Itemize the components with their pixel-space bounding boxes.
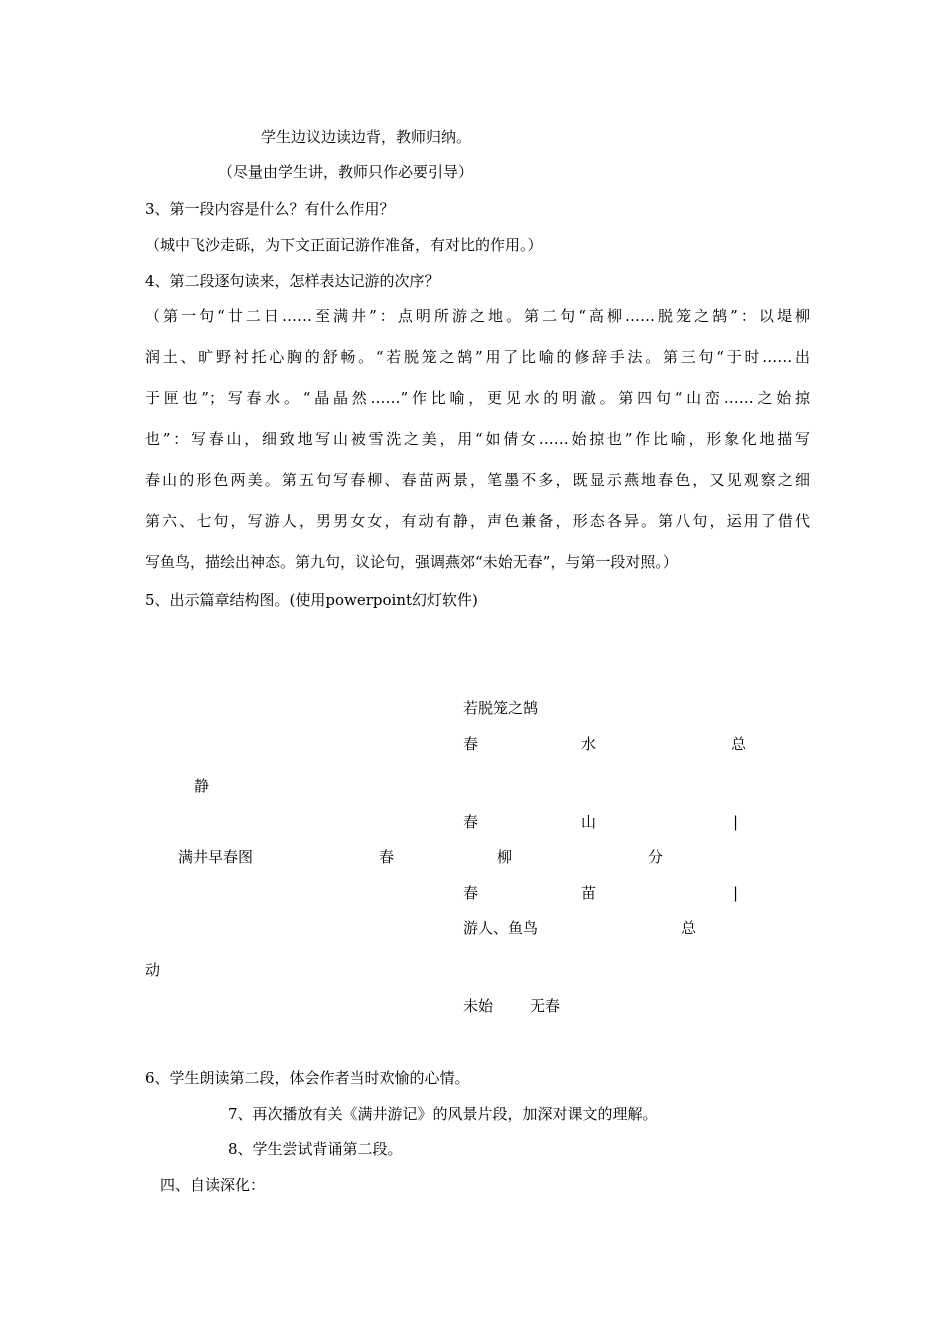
answer-3: （城中飞沙走砾，为下文正面记游作准备，有对比的作用。） (145, 236, 543, 254)
diagram-youren: 游人、鱼鸟 (463, 919, 539, 937)
diagram-shan: 山 (581, 813, 597, 831)
step-6: 6、学生朗读第二段，体会作者当时欢愉的心情。 (145, 1069, 470, 1087)
diagram-zong-2: 总 (681, 919, 697, 937)
text-line: 学生边议边读边背，教师归纳。 (261, 128, 472, 146)
diagram-jing: 静 (194, 777, 210, 795)
diagram-bar-2: | (733, 884, 739, 902)
paragraph-line: 也”：写春山，细致地写山被雪洗之美，用“如倩女……始掠也”作比喻，形象化地描写 (145, 430, 810, 448)
paragraph-line: 写鱼鸟，描绘出神态。第九句，议论句，强调燕郊“未始无春”，与第一段对照。） (145, 553, 678, 571)
paragraph-line: 第六、七句，写游人，男男女女，有动有静，声色兼备，形态各异。第八句，运用了借代 (145, 512, 810, 530)
diagram-shui: 水 (581, 735, 597, 753)
diagram-liu: 柳 (497, 848, 513, 866)
step-7: 7、再次播放有关《满井游记》的风景片段，加深对课文的理解。 (228, 1105, 658, 1123)
diagram-chun-mid: 春 (379, 848, 395, 866)
diagram-title: 满井早春图 (178, 848, 254, 866)
paragraph-line: 春山的形色两美。第五句写春柳、春苗两景，笔墨不多，既显示燕地春色，又见观察之细 (145, 471, 810, 489)
diagram-miao: 苗 (581, 884, 597, 902)
section-heading: 四、自读深化： (160, 1176, 266, 1194)
question-5: 5、出示篇章结构图。(使用powerpoint幻灯软件) (145, 591, 478, 609)
diagram-ruolong: 若脱笼之鹄 (463, 699, 539, 717)
question-4: 4、第二段逐句读来，怎样表达记游的次序？ (145, 272, 440, 290)
diagram-chun-3: 春 (463, 884, 479, 902)
diagram-wuchun: 无春 (530, 997, 561, 1015)
diagram-bar-1: | (733, 813, 739, 831)
paragraph-line: 润土、旷野衬托心胸的舒畅。“若脱笼之鹄”用了比喻的修辞手法。第三句“于时……出 (145, 348, 810, 366)
text-line: （尽量由学生讲，教师只作必要引导） (218, 163, 474, 181)
diagram-weishi: 未始 (463, 997, 494, 1015)
diagram-zong-1: 总 (731, 735, 747, 753)
question-3: 3、第一段内容是什么？有什么作用？ (145, 200, 395, 218)
paragraph-line: （第一句“廿二日……至满井”：点明所游之地。第二句“高柳……脱笼之鹄”：以堤柳 (145, 307, 810, 325)
diagram-chun-2: 春 (463, 813, 479, 831)
step-8: 8、学生尝试背诵第二段。 (228, 1140, 403, 1158)
diagram-chun-1: 春 (463, 735, 479, 753)
diagram-fen: 分 (648, 848, 664, 866)
diagram-dong: 动 (145, 961, 161, 979)
answer-4-paragraph (145, 306, 810, 593)
paragraph-line: 于匣也”；写春水。“晶晶然……”作比喻，更见水的明澈。第四句“山峦……之始掠 (145, 389, 810, 407)
